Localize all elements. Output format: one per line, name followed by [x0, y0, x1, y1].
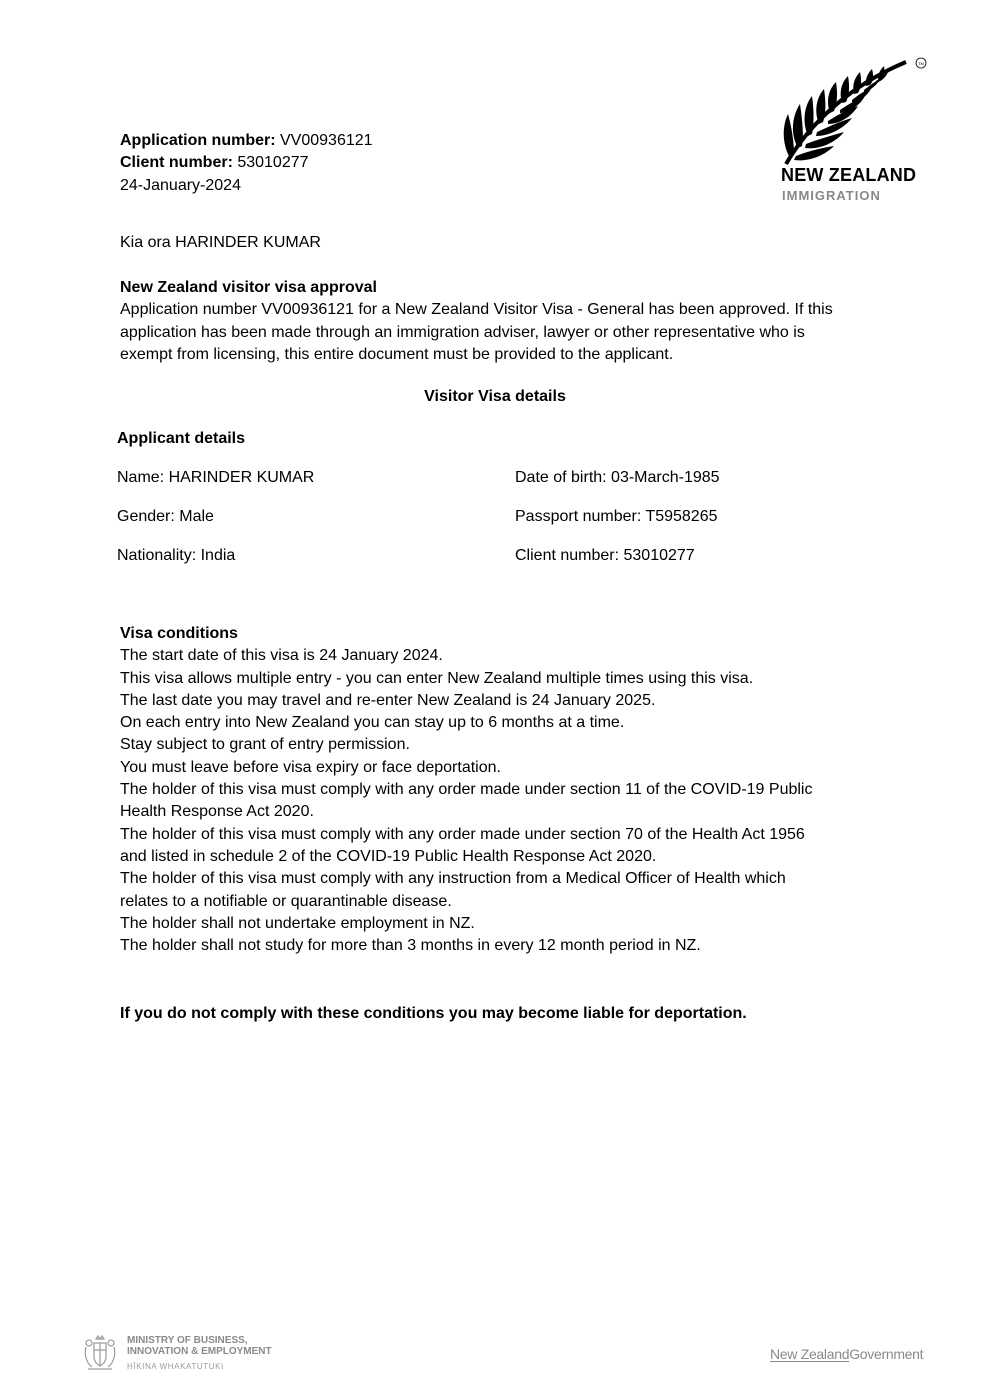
applicant-passport: Passport number: T5958265 — [515, 508, 718, 525]
approval-title: New Zealand visitor visa approval — [120, 279, 377, 296]
nz-government-logo: New ZealandGovernment — [770, 1346, 924, 1362]
svg-text:TM: TM — [918, 61, 924, 66]
applicant-client-number: Client number: 53010277 — [515, 547, 695, 564]
condition-line: The holder of this visa must comply with any order made under section 70 of the Health Act 1956 — [120, 825, 805, 843]
greeting: Kia ora HARINDER KUMAR — [120, 234, 321, 251]
mbie-maori-name: HĪKINA WHAKATUTUKI — [127, 1362, 224, 1371]
condition-line: The holder shall not study for more than 3 months in every 12 month period in NZ. — [120, 937, 701, 955]
condition-line: The last date you may travel and re-enter New Zealand is 24 January 2025. — [120, 691, 656, 709]
deportation-warning: If you do not comply with these conditions you may become liable for deportation. — [120, 1005, 747, 1022]
client-number-line: Client number: 53010277 — [120, 154, 309, 172]
condition-line: and listed in schedule 2 of the COVID-19 Public Health Response Act 2020. — [120, 847, 657, 865]
condition-line: The holder shall not undertake employment in NZ. — [120, 914, 475, 932]
applicant-details-heading: Applicant details — [117, 430, 246, 447]
condition-line: The holder of this visa must comply with any order made under section 11 of the COVID-19 Public — [120, 781, 813, 799]
visa-conditions-heading: Visa conditions — [120, 625, 238, 642]
condition-line: You must leave before visa expiry or face deportation. — [120, 758, 501, 776]
condition-line: On each entry into New Zealand you can stay up to 6 months at a time. — [120, 714, 625, 732]
condition-line: The holder of this visa must comply with any instruction from a Medical Officer of Health which — [120, 870, 786, 888]
applicant-nationality: Nationality: India — [117, 547, 236, 564]
approval-line: exempt from licensing, this entire document must be provided to the applicant. — [120, 345, 674, 363]
letter-date: 24-January-2024 — [120, 176, 241, 194]
logo-title: NEW ZEALAND — [781, 165, 917, 185]
coat-of-arms-icon — [80, 1333, 120, 1373]
condition-line: This visa allows multiple entry - you can enter New Zealand multiple times using this visa. — [120, 669, 754, 687]
approval-line: Application number VV00936121 for a New Zealand Visitor Visa - General has been approved. If this — [120, 301, 833, 319]
application-number-line: Application number: VV00936121 — [120, 132, 373, 149]
logo-subtitle: IMMIGRATION — [782, 188, 881, 203]
mbie-name: MINISTRY OF BUSINESS, INNOVATION & EMPLOYMENT — [127, 1335, 272, 1357]
applicant-gender: Gender: Male — [117, 508, 214, 525]
visa-conditions-section — [120, 623, 812, 957]
condition-line: relates to a notifiable or quarantinable disease. — [120, 892, 452, 910]
application-header — [120, 130, 373, 197]
applicant-dob: Date of birth: 03-March-1985 — [515, 469, 720, 486]
visa-details-title: Visitor Visa details — [424, 388, 566, 405]
condition-line: Health Response Act 2020. — [120, 803, 314, 821]
approval-line: application has been made through an immigration adviser, lawyer or other representative who is — [120, 323, 805, 341]
applicant-name: Name: HARINDER KUMAR — [117, 469, 315, 486]
condition-line: Stay subject to grant of entry permission. — [120, 736, 410, 754]
condition-line: The start date of this visa is 24 January 2024. — [120, 647, 443, 665]
approval-section — [120, 277, 880, 366]
